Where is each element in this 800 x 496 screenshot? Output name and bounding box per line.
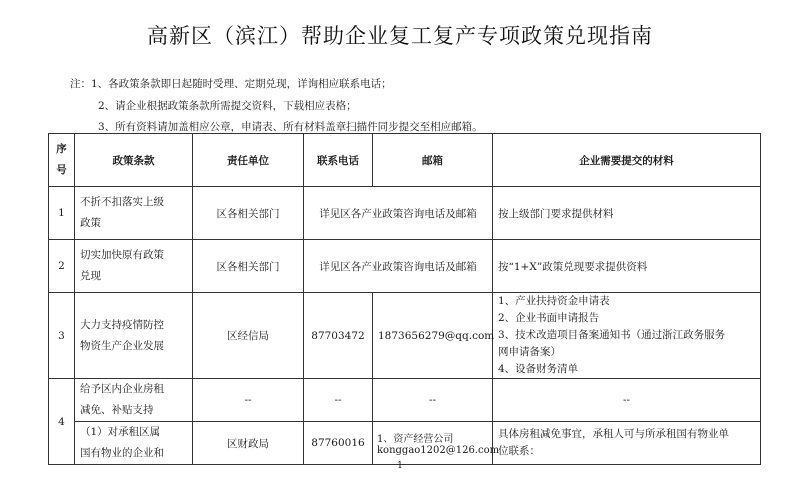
email-cell: 1873656279@qq.com [373,293,493,379]
materials-cell: 按“1+X”政策兑现要求提供资料 [493,240,761,293]
materials-cell: 1、产业扶持资金申请表 2、企业书面申请报告 3、技术改造项目备案通知书（通过浙江政务服务 网申请备案） 4、设备财务清单 [493,293,761,379]
table-row [49,293,761,379]
header-phone: 联系电话 [304,134,373,187]
materials-cell: 具体房租减免事宜，承租人可与所承租国有物业单 位联系： [493,422,761,465]
seq-cell: 4 [49,379,75,465]
policy-cell: 切实加快原有政策 兑现 [75,240,193,293]
materials-cell: 按上级部门要求提供材料 [493,187,761,240]
phone-cell: 87760016 [304,422,373,465]
contact-cell: 详见区各产业政策咨询电话及邮箱 [304,240,493,293]
contact-cell: 详见区各产业政策咨询电话及邮箱 [304,187,493,240]
policy-cell: 大力支持疫情防控 物资生产企业发展 [75,293,193,379]
materials-cell: -- [493,379,761,422]
email-cell: -- [373,379,493,422]
unit-cell: 区经信局 [193,293,304,379]
table-row [49,187,761,240]
phone-cell: 87703472 [304,293,373,379]
seq-cell: 3 [49,293,75,379]
seq-cell: 1 [49,187,75,240]
table-row [49,379,761,422]
table-row [49,240,761,293]
seq-cell: 2 [49,240,75,293]
table-header-row [49,134,761,187]
policy-cell: 不折不扣落实上级 政策 [75,187,193,240]
page-number: 1 [397,461,403,471]
header-seq: 序 号 [49,134,75,187]
phone-cell: -- [304,379,373,422]
note-3: 3、所有资料请加盖相应公章，申请表、所有材料盖章扫描件同步提交至相应邮箱。 [98,121,483,133]
unit-cell: 区财政局 [193,422,304,465]
unit-cell: 区各相关部门 [193,240,304,293]
policy-table [48,133,761,465]
unit-cell: 区各相关部门 [193,187,304,240]
policy-cell: 给予区内企业房租 减免、补贴支持 [75,379,193,422]
header-materials: 企业需要提交的材料 [493,134,761,187]
note-2: 2、请企业根据政策条款所需提交资料，下载相应表格； [98,99,357,112]
header-email: 邮箱 [373,134,493,187]
unit-cell: -- [193,379,304,422]
email-cell: 1、资产经营公司 konggao1202@126.com [373,422,493,465]
table-row [49,422,761,465]
policy-cell: （1）对承租区属 国有物业的企业和 [75,422,193,465]
header-unit: 责任单位 [193,134,304,187]
note-1: 注：1、各政策条款即日起随时受理、定期兑现，详询相应联系电话； [70,78,392,90]
document-title: 高新区（滨江）帮助企业复工复产专项政策兑现指南 [147,24,653,48]
header-policy: 政策条款 [75,134,193,187]
notes-block [70,74,483,139]
